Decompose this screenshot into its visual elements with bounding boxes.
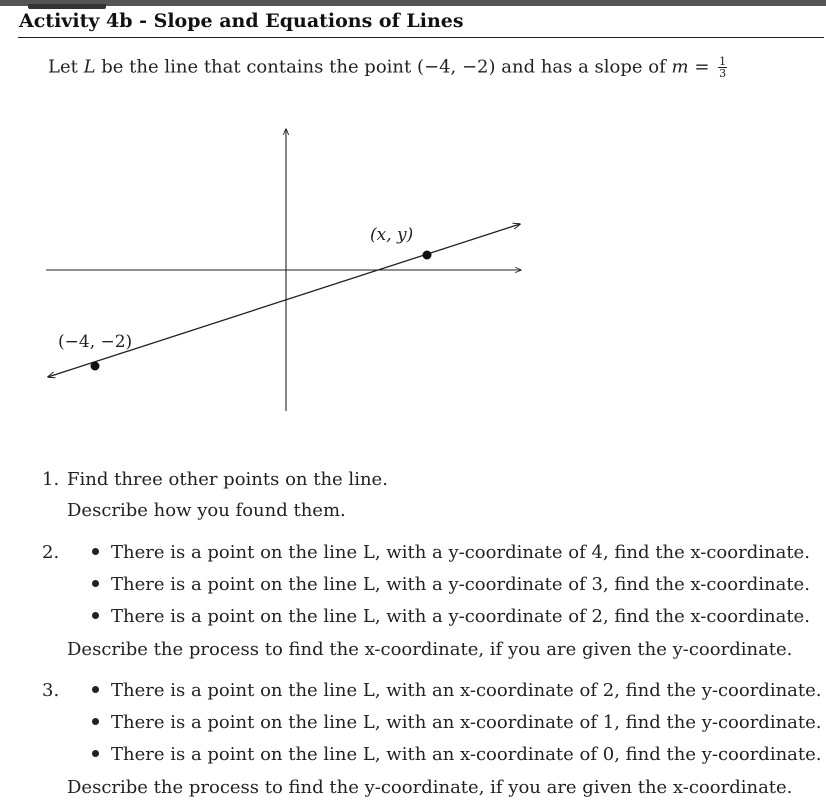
bullet-icon xyxy=(92,548,99,555)
slope-fraction: $\frac{1}{3}$ xyxy=(719,55,727,80)
bullet-icon xyxy=(92,718,99,725)
known-point-label: (−4, −2) xyxy=(58,332,133,352)
question-2-bullet-2: There is a point on the line L, with a y-coordinate of 3, find the x-coordinate. xyxy=(92,574,810,595)
question-2-bullet-1: There is a point on the line L, with a y-coordinate of 4, find the x-coordinate. xyxy=(92,542,810,563)
line-graph xyxy=(0,120,826,420)
unknown-point-label: (x, y) xyxy=(370,225,414,245)
question-3-describe: Describe the process to find the y-coordinate, if you are given the x-coordinate. xyxy=(67,777,793,798)
bullet-icon xyxy=(92,612,99,619)
question-1-followup: Describe how you found them. xyxy=(67,500,346,521)
question-2-describe: Describe the process to find the x-coordinate, if you are given the y-coordinate. xyxy=(67,639,793,660)
unknown-point-dot xyxy=(423,251,432,260)
question-1-number: 1. xyxy=(42,469,60,490)
question-2-bullet-3: There is a point on the line L, with a y-coordinate of 2, find the x-coordinate. xyxy=(92,606,810,627)
page-title: Activity 4b - Slope and Equations of Lines xyxy=(19,10,464,32)
top-rule xyxy=(0,0,826,6)
question-3-number: 3. xyxy=(42,680,60,701)
intro-sentence: Let L be the line that contains the point (−4, −2) and has a slope of m = $\frac{1}{3}$ xyxy=(48,55,727,80)
question-3-bullet-1: There is a point on the line L, with an x-coordinate of 2, find the y-coordinate. xyxy=(92,680,822,701)
cropped-header-text xyxy=(28,4,106,9)
question-2-number: 2. xyxy=(42,542,60,563)
title-divider xyxy=(18,37,824,38)
question-3-bullet-3: There is a point on the line L, with an x-coordinate of 0, find the y-coordinate. xyxy=(92,744,822,765)
bullet-icon xyxy=(92,750,99,757)
bullet-icon xyxy=(92,686,99,693)
known-point-dot xyxy=(91,362,100,371)
question-3-bullet-2: There is a point on the line L, with an x-coordinate of 1, find the y-coordinate. xyxy=(92,712,822,733)
line-L xyxy=(48,224,520,377)
question-1-text: Find three other points on the line. xyxy=(67,469,388,490)
bullet-icon xyxy=(92,580,99,587)
